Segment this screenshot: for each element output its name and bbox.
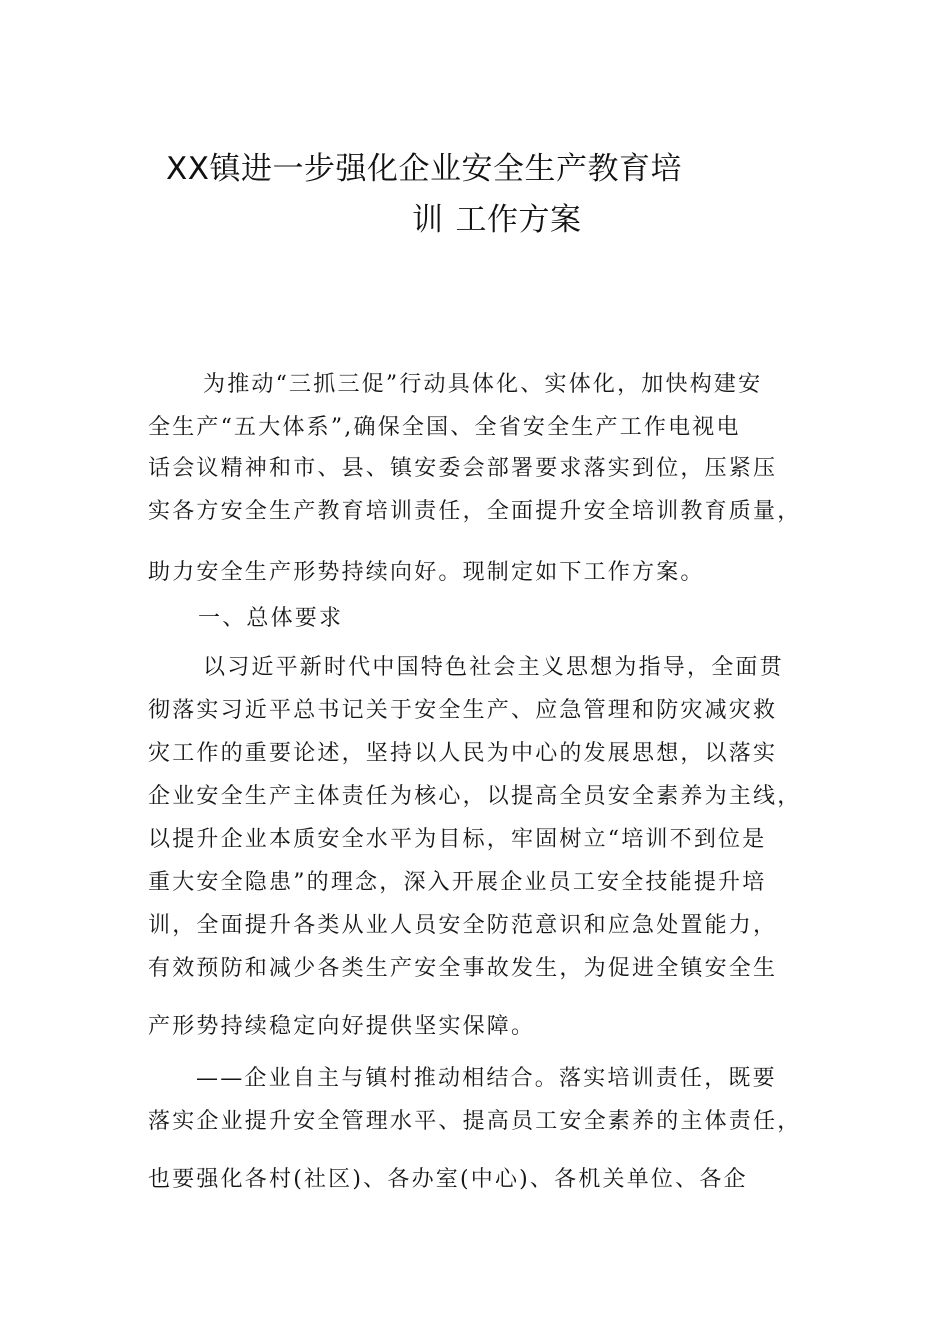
document-title-line-1: XX镇进一步强化企业安全生产教育培 <box>166 151 682 187</box>
section-heading-general-requirements: 一、总体要求 <box>198 606 344 631</box>
body-line-12: 重大安全隐患”的理念，深入开展企业员工安全技能提升培 <box>148 870 767 895</box>
body-line-8: 彻落实习近平总书记关于安全生产、应急管理和防灾减灾救 <box>148 698 778 723</box>
body-line-10: 企业安全生产主体责任为核心，以提高全员安全素养为主线， <box>148 784 802 809</box>
body-line-13: 训，全面提升各类从业人员安全防范意识和应急处置能力， <box>148 913 778 938</box>
body-line-3: 话会议精神和市、县、镇安委会部署要求落实到位，压紧压 <box>148 456 778 481</box>
body-line-5: 助力安全生产形势持续向好。现制定如下工作方案。 <box>148 560 705 585</box>
body-line-17: 落实企业提升安全管理水平、提高员工安全素养的主体责任， <box>148 1109 802 1134</box>
body-line-16: ——企业自主与镇村推动相结合。落实培训责任，既要 <box>196 1066 777 1091</box>
document-title-line-2 <box>412 194 582 239</box>
body-line-9: 灾工作的重要论述，坚持以人民为中心的发展思想，以落实 <box>148 741 778 766</box>
title-line-2-part-2: 工作方案 <box>455 202 582 238</box>
body-line-4: 实各方安全生产教育培训责任，全面提升安全培训教育质量， <box>148 499 802 524</box>
body-line-1: 为推动“三抓三促”行动具体化、实体化，加快构建安 <box>203 372 763 397</box>
body-line-11: 以提升企业本质安全水平为目标，牢固树立“培训不到位是 <box>148 827 767 852</box>
body-line-7: 以习近平新时代中国特色社会主义思想为指导，全面贯 <box>203 655 784 680</box>
title-line-2-part-1: 训 <box>412 202 444 238</box>
body-line-15: 产形势持续稳定向好提供坚实保障。 <box>148 1014 536 1039</box>
body-line-14: 有效预防和减少各类生产安全事故发生，为促进全镇安全生 <box>148 956 778 981</box>
body-line-2: 全生产“五大体系”,确保全国、全省安全生产工作电视电 <box>148 415 741 440</box>
body-line-18: 也要强化各村(社区)、各办室(中心)、各机关单位、各企 <box>148 1167 748 1192</box>
